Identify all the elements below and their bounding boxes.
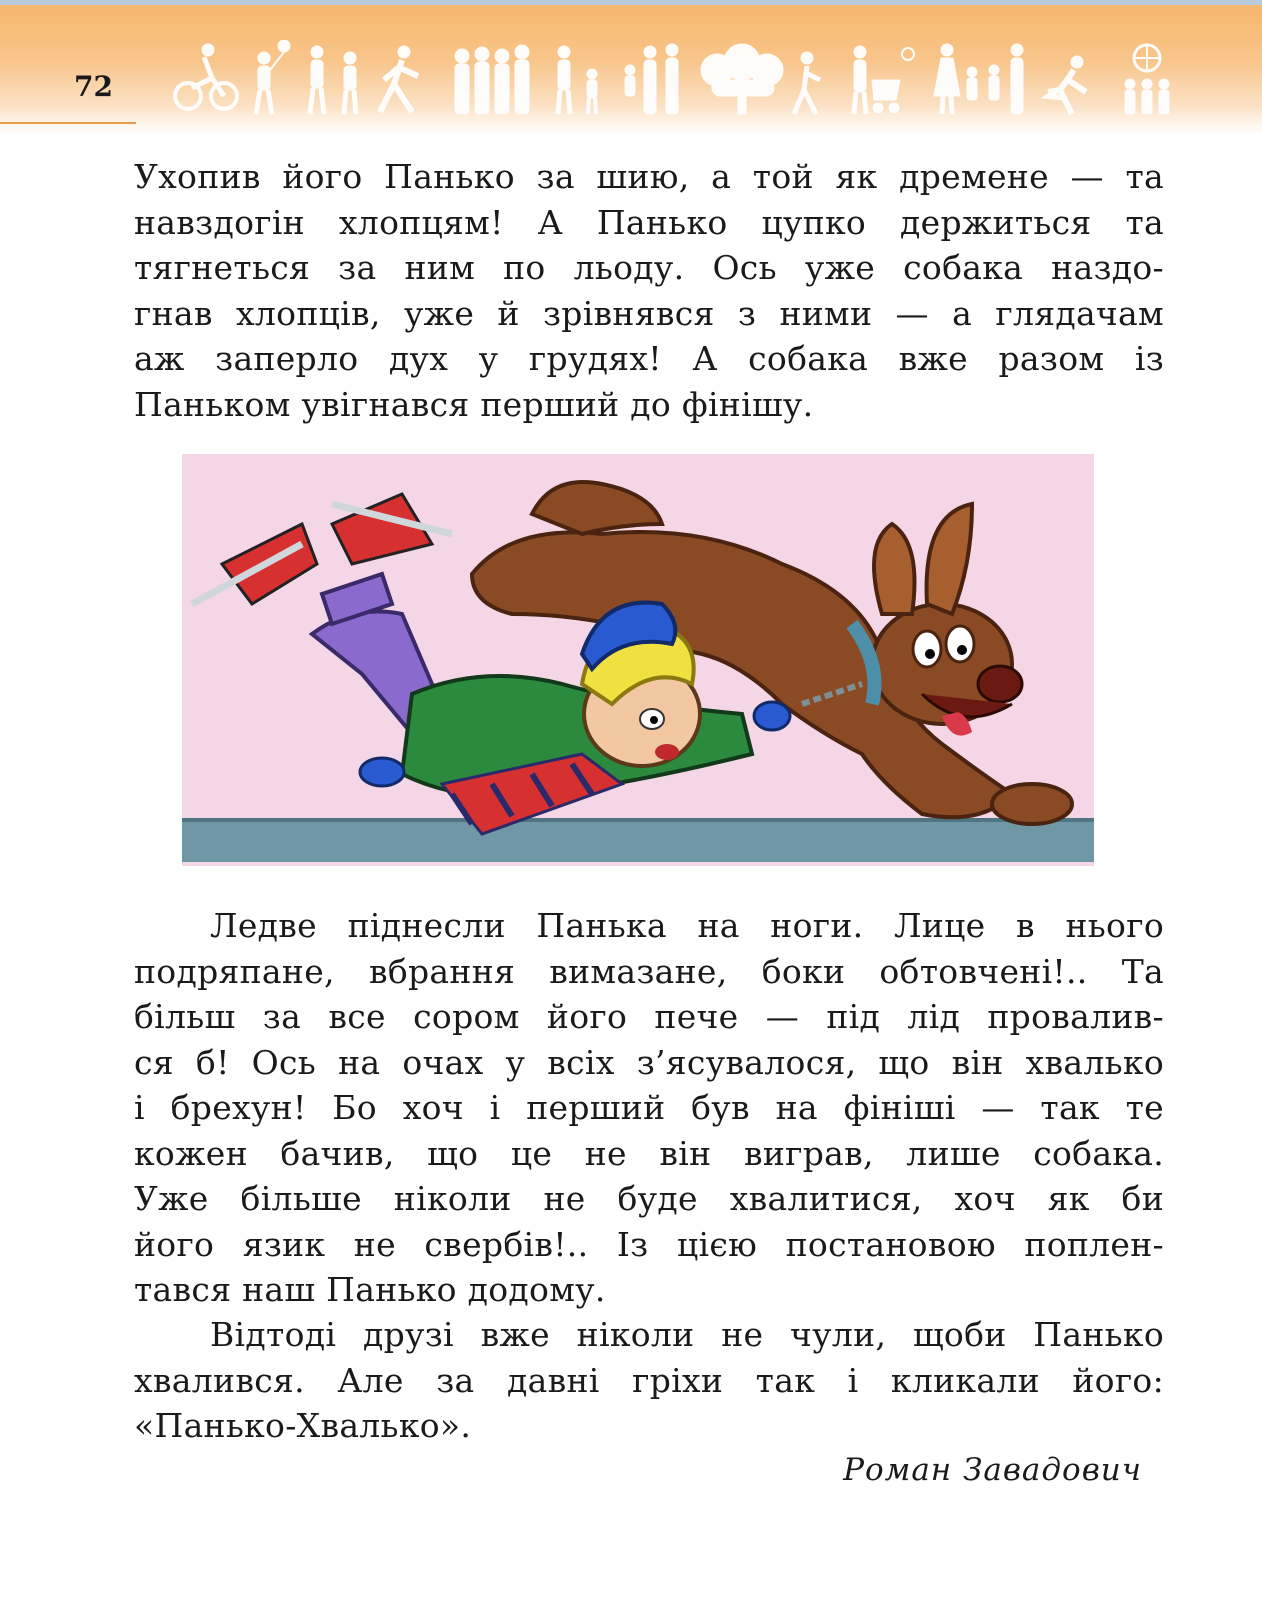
text-line: ся б! Ось на очах у всіх з’ясувалося, що він хвалько — [134, 1042, 1164, 1082]
text-line: кожен бачив, що це не він виграв, лише собака. — [134, 1133, 1164, 1173]
text-line: гнав хлопців, уже й зрівнявся з ними — а глядачам — [134, 293, 1164, 333]
header-top-line — [0, 0, 1262, 5]
people-activities-silhouettes-icon — [172, 40, 1187, 116]
header-rule — [0, 122, 136, 124]
paragraph-top — [134, 154, 1164, 427]
text-line: тався наш Панько додому. — [134, 1270, 606, 1309]
text-line: Паньком увігнався перший до фінішу. — [134, 384, 814, 424]
text-line: Ухопив його Панько за шию, а той як дремене — та — [134, 157, 1164, 196]
text-line: «Панько-Хвалько». — [134, 1406, 472, 1445]
text-line: хвалився. Але за давні гріхи так і кликали його: — [134, 1360, 1164, 1400]
text-line: Ледве піднесли Панька на ноги. Лице в нього — [210, 906, 1164, 945]
text-line: Уже більше ніколи не буде хвалитися, хоч як би — [134, 1179, 1164, 1218]
text-line: його язик не свербів!.. Із цією постановою поплен- — [134, 1224, 1164, 1264]
boy-skater-pulled-by-dog-icon — [182, 454, 1094, 866]
text-line: тягнеться за ним по льоду. Ось уже собака наздо- — [134, 248, 1164, 287]
text-line: навздогін хлопцям! А Панько цупко держиться та — [134, 202, 1164, 242]
text-line: і брехун! Бо хоч і перший був на фініші — так те — [134, 1088, 1164, 1127]
text-line: аж заперло дух у грудях! А собака вже разом із — [134, 339, 1164, 378]
text-line: Відтоді друзі вже ніколи не чули, щоби Панько — [210, 1315, 1164, 1354]
page-number: 72 — [74, 70, 113, 103]
author-name: Роман Завадович — [843, 1452, 1142, 1488]
text-line: більш за все сором його пече — під лід провалив- — [134, 997, 1164, 1036]
text-line: подряпане, вбрання вимазане, боки обтовчені!.. Та — [134, 951, 1164, 991]
paragraph-2 — [134, 903, 1164, 1313]
paragraph-3 — [134, 1312, 1164, 1449]
